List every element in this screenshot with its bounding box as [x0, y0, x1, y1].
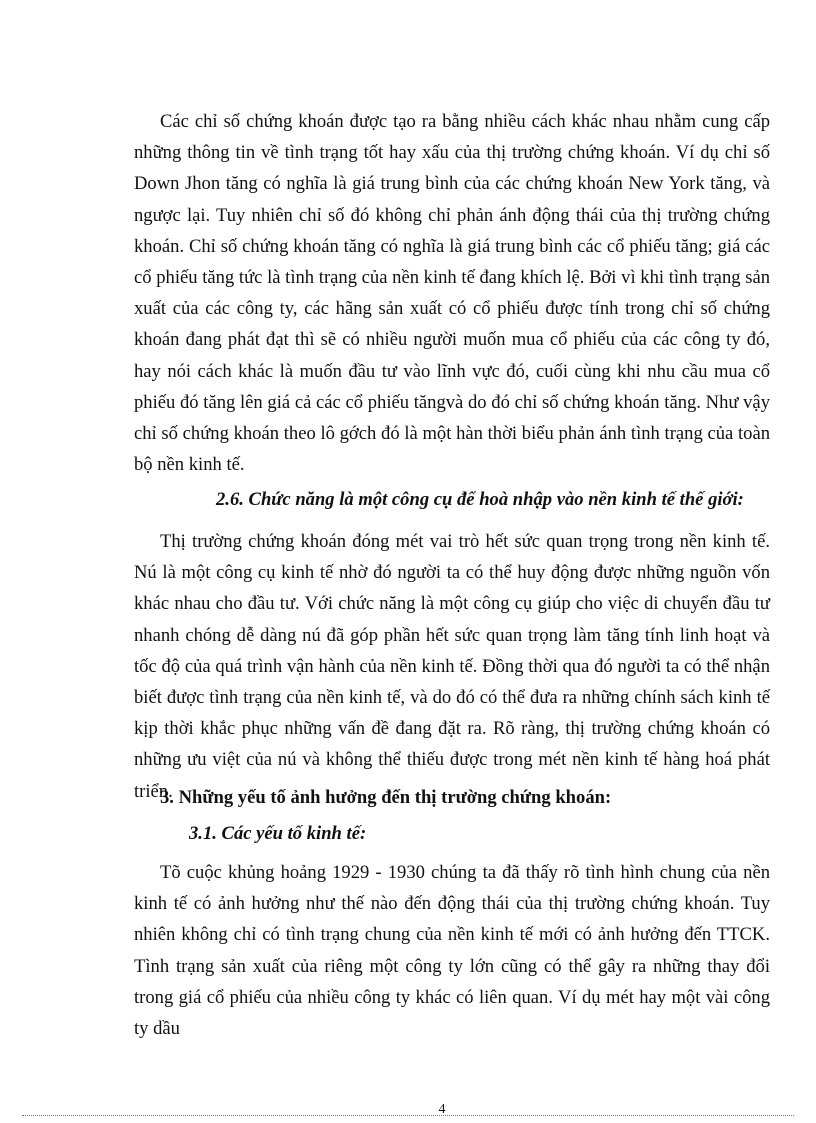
paragraph-stock-index: Các chỉ số chứng khoán được tạo ra bằng nhiều cách khác nhau nhằm cung cấp những thông tin về tình trạng tốt hay xấu của thị trường chứng khoán. Ví dụ chỉ số Down Jhon tăng có nghĩa là giá trung bình của các chứng khoán New York tăng, và ngược lại. Tuy nhiên chỉ số đó không chỉ phản ánh động thái của thị trường chứng khoán. Chỉ số chứng khoán tăng có nghĩa là giá trung bình các cổ phiếu tăng; giá các cổ phiếu tăng tức là tình trạng của nền kinh tế đang khích lệ. Bởi vì khi tình trạng sản xuất của các công ty, các hãng sản xuất có cổ phiếu được tính trong chỉ số chứng khoán đang phát đạt thì sẽ có nhiều người muốn mua cổ phiếu của các công ty đó, hay nói cách khác là muốn đầu tư vào lĩnh vực đó, cuối cùng khi nhu cầu mua cổ phiếu đó tăng lên giá cả các cổ phiếu tăngvà do đó chỉ số chứng khoán tăng. Như vậy chỉ số chứng khoán theo lô gớch đó là một hàn thời biểu phản ánh tình trạng của toàn bộ nền kinh tế.: [134, 111, 770, 476]
heading-3: 3. Những yếu tố ảnh hưởng đến thị trường chứng khoán:: [160, 787, 612, 808]
footer-divider: [22, 1115, 794, 1116]
heading-2-6: 2.6. Chức năng là một công cụ để hoà nhập vào nền kinh tế thế giới:: [216, 489, 744, 510]
paragraph-economic-factors: Tõ cuộc khủng hoảng 1929 - 1930 chúng ta đã thấy rõ tình hình chung của nền kinh tế có ảnh hưởng như thế nào đến động thái của thị trường chứng khoán. Tuy nhiên không chỉ có tình trạng chung của nền kinh tế mới có ảnh hưởng đến TTCK. Tình trạng sản xuất của riêng một công ty lớn cũng có thể gây ra những thay đổi trong giá cổ phiếu của nhiều công ty khác có liên quan. Ví dụ mét hay một vài công ty dầu: [134, 862, 770, 1040]
paragraph-integration-function: Thị trường chứng khoán đóng mét vai trò hết sức quan trọng trong nền kinh tế. Nú là một công cụ kinh tế nhờ đó người ta có thể huy động được những nguồn vốn khác nhau cho đầu tư. Với chức năng là một công cụ giúp cho việc di chuyển đầu tư nhanh chóng dễ dàng nú đã góp phần hết sức quan trọng làm tăng tính linh hoạt và tốc độ của quá trình vận hành của nền kinh tế. Đồng thời qua đó người ta có thể nhận biết được tình trạng của nền kinh tế, và do đó có thể đưa ra những chính sách kinh tế kịp thời khắc phục những vấn đề đang đặt ra. Rõ ràng, thị trường chứng khoán có những ưu việt của nú và không thể thiếu được trong mét nền kinh tế hàng hoá phát triển.: [134, 531, 770, 802]
heading-3-1: 3.1. Các yếu tố kinh tế:: [189, 823, 367, 844]
page-number: 4: [438, 1102, 446, 1117]
